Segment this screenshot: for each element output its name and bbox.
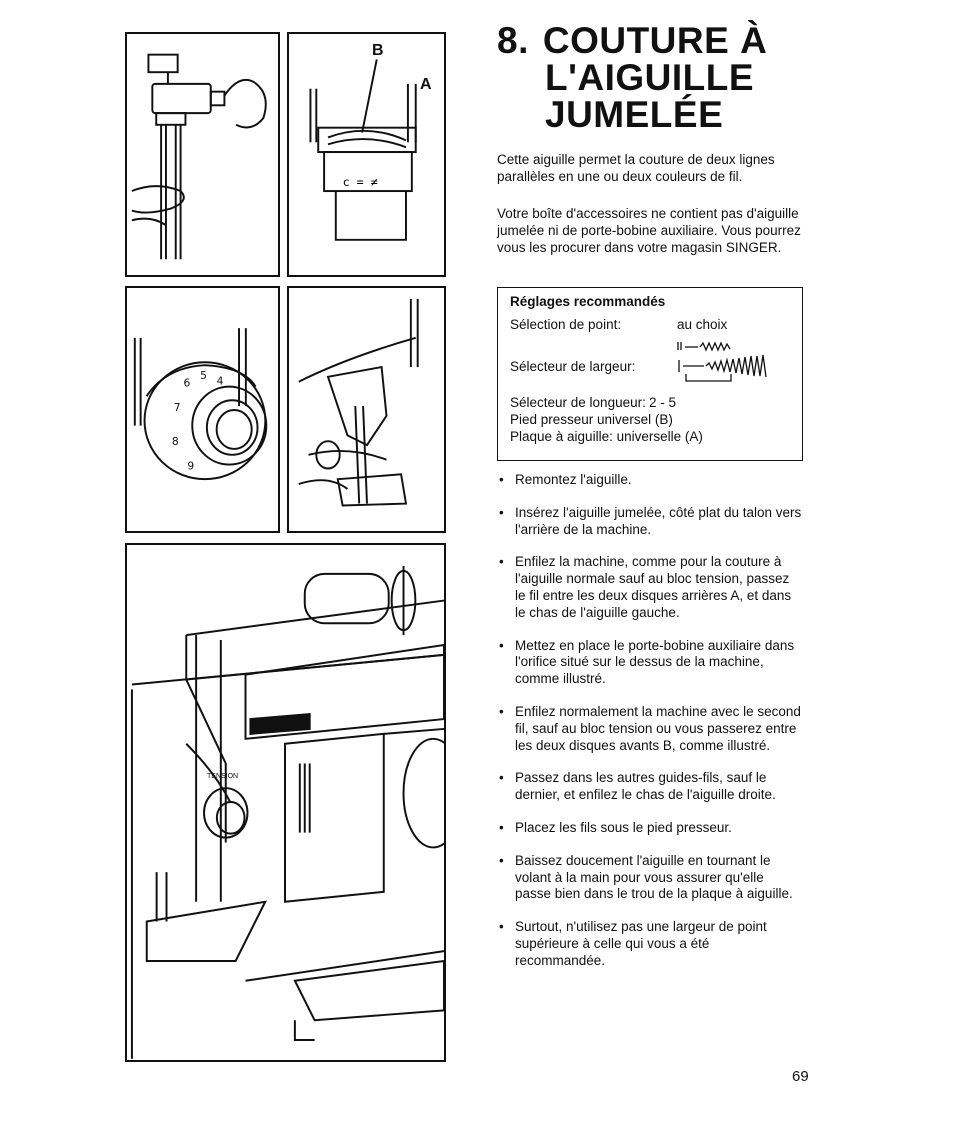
title-line-2: L'AIGUILLE [545, 57, 755, 98]
bullet-icon: • [499, 770, 504, 786]
machine-threading-illustration [127, 545, 444, 1060]
list-item [497, 505, 803, 539]
list-item [497, 770, 803, 804]
list-item [497, 638, 803, 688]
twin-needle-illustration [127, 34, 278, 275]
stitch-selection-value: au choix [677, 317, 728, 332]
label-b: B [372, 42, 384, 59]
width-selector-label: Sélecteur de largeur: [510, 359, 636, 374]
step-text: Enfilez normalement la machine avec le second fil, sauf au bloc tension ou vous passerez entre les deux disques avants B, comme illustré. [515, 703, 801, 753]
bullet-icon: • [499, 819, 504, 835]
step-text: Remontez l'aiguille. [515, 472, 632, 487]
step-text: Enfilez la machine, comme pour la couture à l'aiguille normale sauf au bloc tension, passez le fil entre les deux disques arrières A, et dans le chas de l'aiguille gauche. [515, 554, 792, 620]
title-text-1: COUTURE À [542, 20, 768, 61]
needle-plate-setting: Plaque à aiguille: universelle (A) [510, 429, 703, 444]
title-line-3: JUMELÉE [545, 94, 724, 135]
length-selector-label: Sélecteur de longueur: [510, 395, 646, 410]
presser-foot-illustration [289, 288, 444, 531]
bullet-icon: • [499, 919, 504, 935]
presser-foot-setting: Pied presseur universel (B) [510, 412, 673, 427]
svg-text:8: 8 [171, 435, 179, 449]
step-text: Passez dans les autres guides-fils, sauf le dernier, et enfilez le chas de l'aiguille droite. [515, 770, 776, 803]
width-dial-illustration [127, 288, 278, 531]
figure-presser-foot [287, 286, 446, 533]
list-item [497, 704, 803, 754]
bullet-icon: • [499, 472, 504, 487]
stitch-selection-label: Sélection de point: [510, 317, 622, 332]
width-symbol-wide-icon [676, 352, 791, 384]
label-a: A [420, 76, 432, 93]
svg-text:9: 9 [187, 459, 195, 473]
svg-text:7: 7 [173, 400, 181, 414]
list-item [497, 820, 803, 837]
svg-text:4: 4 [216, 374, 224, 388]
page-title [497, 22, 797, 133]
title-line-1 [497, 22, 797, 59]
list-item [497, 853, 803, 903]
step-text: Mettez en place le porte-bobine auxiliaire dans l'orifice situé sur le dessus de la machine, comme illustré. [515, 637, 795, 687]
intro-paragraph-1: Cette aiguille permet la couture de deux lignes parallèles en une ou deux couleurs de fil. [497, 152, 775, 184]
bullet-icon: • [499, 554, 504, 570]
list-item [497, 472, 803, 489]
bullet-icon: • [499, 637, 504, 653]
bullet-icon: • [499, 703, 504, 719]
tension-discs-illustration [289, 34, 444, 275]
svg-text:5: 5 [200, 368, 207, 382]
step-text: Baissez doucement l'aiguille en tournant le volant à la main pour vous assurer qu'elle passe bien dans le trou de la plaque à aiguille. [515, 852, 793, 902]
list-item [497, 919, 803, 969]
bullet-icon: • [499, 504, 504, 520]
figure-machine-threading [125, 543, 446, 1062]
intro-paragraph-2: Votre boîte d'accessoires ne contient pas d'aiguille jumelée ni de porte-bobine auxiliaire. Vous pourrez vous les procurer dans votre magasin SINGER. [497, 206, 801, 255]
instruction-steps [497, 472, 803, 986]
page-number: 69 [792, 1068, 809, 1085]
recommended-settings-box [497, 287, 803, 461]
title-number: 8. [497, 20, 529, 61]
step-text: Surtout, n'utilisez pas une largeur de point supérieure à celle qui vous a été recommandée. [515, 919, 767, 968]
step-text: Insérez l'aiguille jumelée, côté plat du talon vers l'arrière de la machine. [515, 504, 802, 537]
bullet-icon: • [499, 852, 504, 868]
length-selector-value: 2 - 5 [649, 395, 677, 410]
svg-text:6: 6 [183, 376, 191, 390]
settings-heading: Réglages recommandés [510, 294, 666, 309]
list-item [497, 554, 803, 621]
figure-tension-discs [287, 32, 446, 277]
figure-width-dial [125, 286, 280, 533]
figure-twin-needle-insertion [125, 32, 280, 277]
svg-text:c = ≠: c = ≠ [342, 175, 378, 190]
tension-label: TENSION [207, 773, 239, 780]
step-text: Placez les fils sous le pied presseur. [515, 819, 732, 835]
